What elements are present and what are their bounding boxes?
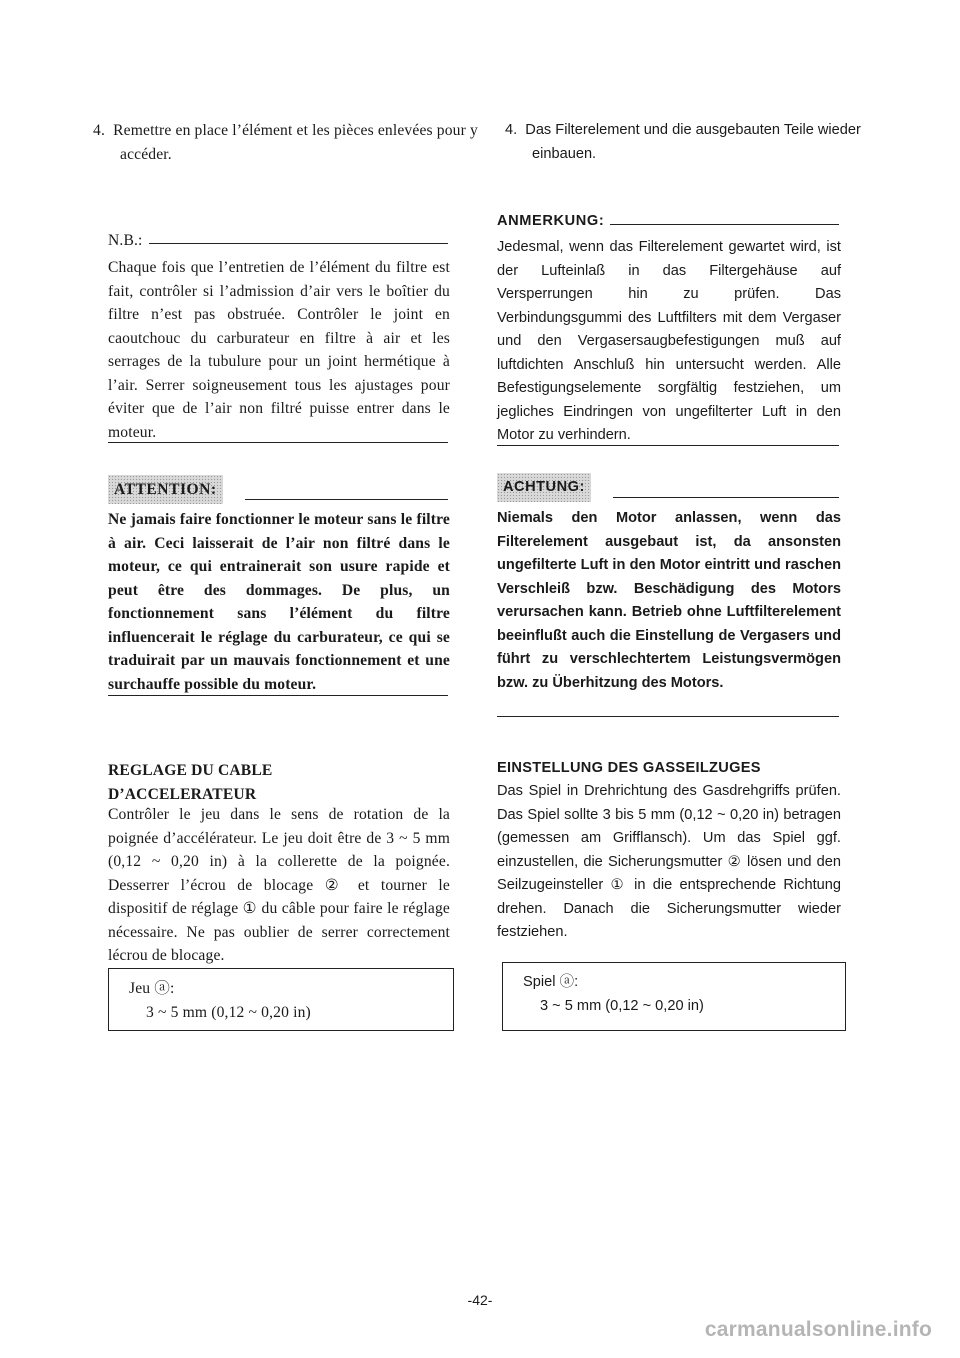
- fr-spec-box: [108, 968, 454, 1031]
- de-spec-value: 3 ~ 5 mm (0,12 ~ 0,20 in): [540, 997, 704, 1014]
- de-note-rule: [610, 224, 839, 225]
- de-note-label: ANMERKUNG:: [497, 213, 605, 229]
- de-section-title: EINSTELLUNG DES GASSEILZUGES: [497, 760, 761, 776]
- fr-note-end-rule: [108, 442, 448, 443]
- de-attention-text: Niemals den Motor anlassen, wenn das Filterelement ausgebaut ist, da ansonsten ungefilterte Luft in den Motor eintritt und raschen Verschleiß bzw. Beschädigung des Motors verursachen kann. Betrieb ohne Luftfilterelement beeinflußt auch die Einstellung de Vergasers und führt zu verschlechtertem Leistungsvermögen bzw. zu Überhitzung des Motors.: [497, 510, 841, 691]
- de-step-4: 4. Das Filterelement und die ausgebauten Teile wieder einbauen.: [505, 122, 861, 162]
- fr-attention-text: Ne jamais faire fonctionner le moteur sans le filtre à air. Ceci laisserait de l’air non filtré dans le moteur, ce qui entrainerait son usure rapide et peut être des dommages. De plus, un fonctionnement sans l’élément du filtre influencerait le réglage du carburateur, ce qui se traduirait par un mauvais fonctionnement et une surchauffe possible du moteur.: [108, 511, 450, 693]
- fr-note-label: N.B.:: [108, 232, 143, 249]
- de-attention-end-rule: [497, 716, 839, 717]
- de-attention-rule: [613, 497, 839, 498]
- fr-attention-end-rule: [108, 695, 448, 696]
- fr-spec-label: Jeu ⓐ:: [129, 980, 175, 997]
- de-spec-label: Spiel ⓐ:: [523, 974, 579, 990]
- de-attention-label: ACHTUNG:: [497, 473, 591, 502]
- de-attention-header: [497, 473, 839, 502]
- fr-note-header: [108, 229, 448, 253]
- fr-section-title-line2: D’ACCELERATEUR: [108, 785, 257, 803]
- fr-section-title: [108, 759, 450, 806]
- fr-note-rule: [149, 243, 448, 244]
- fr-attention-rule: [245, 499, 448, 500]
- watermark-text: carmanualsonline.info: [704, 1318, 932, 1341]
- fr-attention-label: ATTENTION:: [108, 475, 223, 504]
- page-number: -42-: [467, 1292, 493, 1308]
- de-spec-box: [502, 962, 846, 1031]
- fr-section-title-line1: REGLAGE DU CABLE: [108, 762, 273, 779]
- fr-note-text: Chaque fois que l’entretien de l’élément du filtre est fait, contrôler si l’admission d’air vers le boîtier du filtre n’est pas obstruée. Contrôler le joint en caoutchouc du carburateur en filtre à air et les serrages de la tubulure pour un joint hermétique à l’air. Serrer soigneusement tous les ajustages pour éviter que de l’air non filtré puisse entrer dans le moteur.: [108, 259, 450, 441]
- de-note-text: Jedesmal, wenn das Filterelement gewartet wird, ist der Lufteinlaß in das Filtergehäuse auf Versperrungen hin zu prüfen. Das Verbindungsgummi des Luftfilters mit dem Vergaser und den Vergasersaugbefestigungen muß auf luftdichten Anschluß hin untersucht werden. Alle Befestigungselemente sorgfältig festziehen, um jegliches Eindringen von ungefilterter Luft in den Motor zu verhindern.: [497, 239, 841, 443]
- de-section-text: Das Spiel in Drehrichtung des Gasdrehgriffs prüfen. Das Spiel sollte 3 bis 5 mm (0,12 ~ 0,20 in) betragen (gemessen am Grifflansch). Um das Spiel ggf. einzustellen, die Sicherungsmutter ② lösen und den Seilzugeinsteller ① in die entsprechende Richtung drehen. Danach die Sicherungsmutter wieder festziehen.: [497, 783, 841, 940]
- fr-step-4: 4. Remettre en place l’élément et les pièces enlevées pour y accéder.: [93, 122, 478, 163]
- de-note-header: [497, 210, 839, 234]
- fr-section-text: Contrôler le jeu dans le sens de rotation de la poignée d’accélérateur. Le jeu doit être de 3 ~ 5 mm (0,12 ~ 0,20 in) à la collerette de la poignée. Desserrer l’écrou de blocage ② et tourner le dispositif de réglage ① du câble pour faire le réglage nécessaire. Ne pas oublier de serrer correctement lécrou de blocage.: [108, 806, 450, 964]
- de-note-end-rule: [497, 445, 839, 446]
- fr-spec-value: 3 ~ 5 mm (0,12 ~ 0,20 in): [146, 1003, 311, 1021]
- fr-attention-header: [108, 475, 448, 504]
